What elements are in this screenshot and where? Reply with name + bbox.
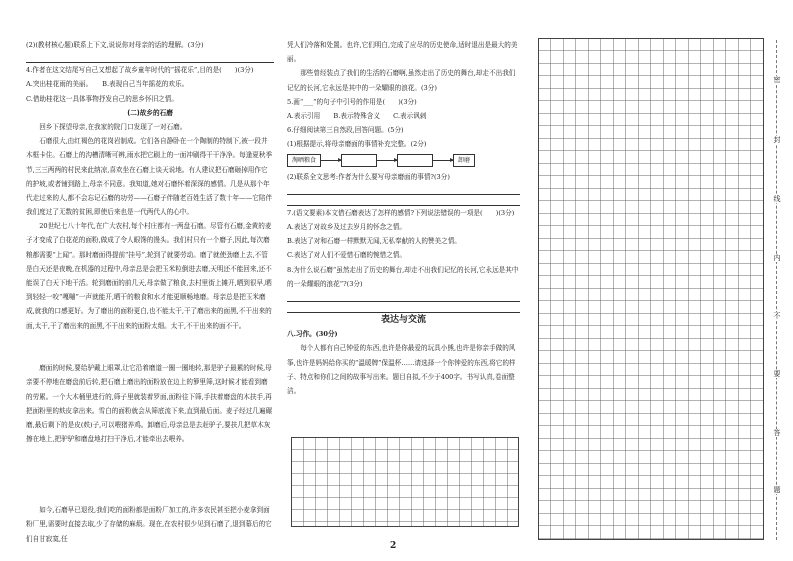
binding-char: 内 [773, 254, 781, 262]
question-6-2: (2)联系全文思考:作者为什么要写母亲磨面的事情?(3分) [287, 172, 450, 181]
question-assess: (2)(教材核心题)联系上下文,说说你对母亲的话的理解。(3分) [26, 41, 204, 49]
passage-paragraph: 回乡下探望母亲,在我家的院门口发现了一对石磨。 [39, 123, 187, 132]
chain-blank-box[interactable] [341, 154, 377, 167]
option-7c: C.表达了对人们不爱惜石磨的惋惜之情。 [287, 251, 406, 260]
middle-column [287, 38, 520, 398]
chain-start-box: 淘晒粮食 [287, 154, 321, 167]
passage-title: (二)故乡的石磨 [127, 108, 173, 117]
option-4c: C.借助桂花这一具体事物抒发自己的思乡怀旧之情。 [26, 94, 178, 103]
chain-end-box: 卸磨 [453, 154, 475, 167]
event-chain [287, 152, 520, 170]
question-8: 8.为什么说石磨“虽然走出了历史的舞台,却走不出我们记忆的长河,它永远是其中的一朵耀眼的浪花”?(3分) [287, 265, 519, 288]
passage-paragraph: 20世纪七八十年代,在广大农村,每个村庄都有一两盘石磨。尽管有石磨,金黄的麦子才变成了白花花的面粉,做成了令人眼馋的馒头。我们村只有一个磨子,因此,每次磨粮都需要“上闻”。那时磨面得提前“挂号”,轮到了就要劳动。磨了就使劲磨上去,不管是白天还是夜晚,在机器的过程中,母亲总是会把玉米粒倒进去磨,天明还不能回来,还不能误了白天下地干活。轮到磨面的前几天,母亲做了粮食,去村里街上摊开,晒到很早,晒到轻轻一咬“嘎嘣”一声就能开,晒干的粮食和水才能更顺畅地磨。母亲总是把玉米磨成,就我的口感更好。为了磨出的面粉更白,也不能太干,干了磨出来的面黑,不干出来的面,太干,干了磨出来的面黑,不干出来的面粉太细。太干,不干出来的面不干。 [26, 222, 272, 330]
passage-continued: 凭人们冷落和处置。也许,它们明白,完成了应尽的历史使命,适时退出是最大的美丽。 [287, 41, 518, 64]
answer-line[interactable] [287, 302, 520, 313]
question-4: 4.作者在这文结尾写自己又想起了故乡童年时代的“摇花乐”,目的是( )(3分) [26, 66, 254, 75]
answer-line[interactable] [287, 291, 520, 302]
page-number: 2 [390, 541, 397, 551]
option-4a: A.突出桂花雨的美丽。 B.表现自己当年摇花的欢乐。 [26, 80, 189, 89]
binding-char: 线 [773, 195, 781, 203]
passage-final-paragraph: 那些曾经装点了我们的生活的石磨啊,虽然走出了历史的舞台,却走不出我们记忆的长河,它永远是其中的一朵耀眼的浪花。(3分) [287, 69, 516, 92]
composition-grid-small[interactable] [291, 437, 519, 527]
question-writing: 八.习作。(30分) [287, 330, 338, 339]
arrow-icon [433, 160, 453, 161]
chain-blank-box[interactable] [397, 154, 433, 167]
passage-paragraph: 石磨很大,由红褐色的花岗岩制成。它们各自静卧在一个陶制的特制下,被一段井木框卡住。石磨上的沟槽清晰可辨,雨水把它刷上的一面冲刷得干干净净。每逢夏秋季节,三三两两的村民来此纳凉,喜欢坐在石磨上谈天说地。有人建议把石磨砸掉用作它的护坡,或者铺到路上,母亲不同意。我知道,她对石磨怀着深深的感情。几是从那个年代走过来的人,都不会忘记石磨的功劳——石磨子伴随老百姓生活了数十年——它陪伴我们度过了无数的贫困,即使后来也是一代两代人的心中。 [26, 137, 273, 217]
option-7a: A.表达了对故乡及过去岁月的怀念之情。 [287, 223, 406, 232]
composition-grid-large[interactable] [538, 38, 764, 540]
arrow-icon [321, 160, 341, 161]
answer-line[interactable] [287, 184, 520, 195]
binding-char: 题 [773, 486, 781, 494]
binding-char: 不 [773, 312, 781, 320]
binding-char: 密 [773, 76, 781, 84]
option-7b: B.表达了对和石磨一样默默无闻,无私奉献的人的赞美之情。 [287, 237, 461, 246]
passage-paragraph: 磨面的时候,要给驴戴上眼罩,让它沿着磨道一圈一圈地转,那是驴子最累的时候,母亲要不停地在磨盘前后转,把石磨上磨出的面粉放在边上的箩里筛,这时候才能看到磨的劳累。一个大木桶里进行的,筛子里就装着罗面,面粉往下筛,手扶着磨盘的木扶手,再把面粉里的麸皮拿出来。雪白的面粉就会从筛底流下来,直到最后面。麦子经过几遍碾磨,最后剩下的是皮(麸)子,可以喂猪养鸡。卸磨后,母亲总是去赶驴子,要扶几把草木灰擦在地上,把驴驴和磨盘地打扫干净后,才能牵出去喂养。 [26, 364, 273, 444]
passage-paragraph: 如今,石磨早已退役,我们吃的面粉都是面粉厂加工的,许多农民甚至把小麦拿到面粉厂里,需要时直接去取,少了存储的麻烦。现在,在农村很少见到石磨了,退到幕后的它们自甘寂寞,任 [26, 506, 272, 543]
writing-prompt: 每个人都有自己钟爱的东西,也许是你最爱的玩具小熊,也许是你亲手做的风筝,也许是妈妈给你买的“温暖牌”保温杯……请选择一个你钟爱的东西,将它的样子、特点和你们之间的故事写出来。题目自拟,不少于400字。书写认真,卷面整洁。 [287, 344, 516, 396]
options-5: A.表示引用 B.表示特殊含义 C.表示讽刺 [287, 112, 427, 121]
left-column [26, 38, 274, 545]
binding-dashed-line [776, 40, 777, 540]
question-5: 5.画“___”的句子中引号的作用是( )(3分) [287, 97, 417, 106]
binding-char: 答 [773, 429, 781, 437]
binding-char: 封 [773, 136, 781, 144]
binding-char: 要 [773, 370, 781, 378]
answer-line [26, 52, 274, 63]
question-7: 7.(语文要素)本文借石磨表达了怎样的感情?下列说法错误的一项是( )(3分) [287, 208, 515, 217]
question-6: 6.仔细阅读第三自然段,回答问题。(5分) [287, 126, 404, 135]
binding-margin [772, 40, 782, 540]
answer-line[interactable] [287, 195, 520, 206]
section-heading: 表达与交流 [380, 315, 426, 326]
question-6-1: (1)根据提示,将母亲磨面的事情补充完整。(2分) [287, 140, 427, 149]
arrow-icon [377, 160, 397, 161]
